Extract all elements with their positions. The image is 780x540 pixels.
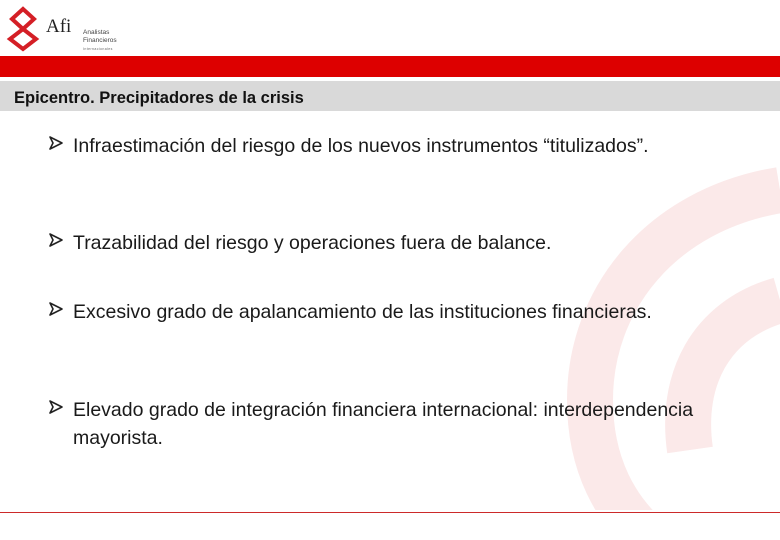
arrow-bullet-icon: [48, 399, 64, 415]
bullet-text: Trazabilidad del riesgo y operaciones fuera de balance.: [73, 232, 552, 254]
arrow-bullet-icon: [48, 232, 64, 248]
logo-subtitle-line-1: Analistas: [83, 29, 110, 36]
footer-divider: [0, 512, 780, 513]
header-red-band: [0, 56, 780, 77]
logo-watermark-icon: [480, 150, 780, 510]
logo-name: Afi: [46, 16, 72, 37]
logo-subtitle-line-3: Internacionales: [83, 47, 113, 51]
slide-title: Epicentro. Precipitadores de la crisis: [14, 89, 304, 107]
bullet-text: Infraestimación del riesgo de los nuevos instrumentos “titulizados”.: [73, 135, 649, 157]
arrow-bullet-icon: [48, 301, 64, 317]
afi-logo: [6, 6, 136, 54]
title-bar: [0, 81, 780, 111]
arrow-bullet-icon: [48, 135, 64, 151]
afi-logo-mark-icon: [6, 6, 40, 52]
bullet-text: Elevado grado de integración financiera internacional: interdependencia mayorista.: [73, 399, 694, 449]
logo-subtitle-line-2: Financieros: [83, 37, 117, 44]
bullet-text: Excesivo grado de apalancamiento de las instituciones financieras.: [73, 301, 652, 323]
